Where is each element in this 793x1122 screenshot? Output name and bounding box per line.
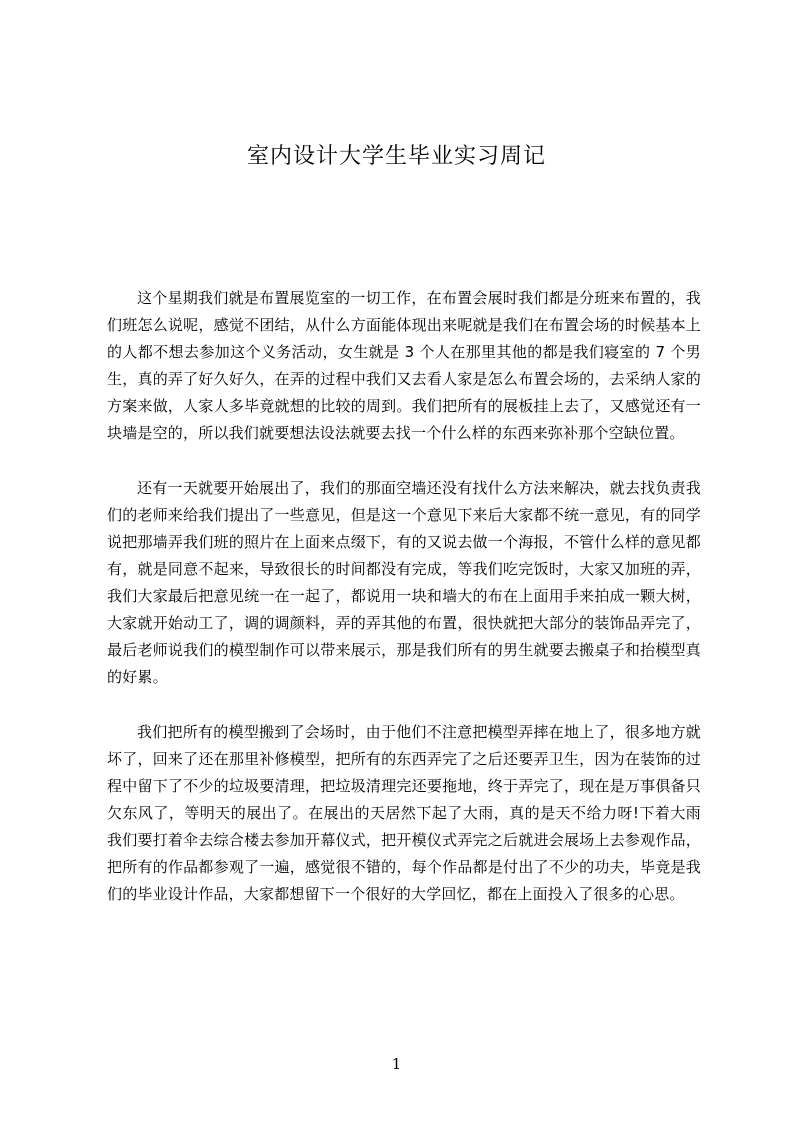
paragraph-1: 这个星期我们就是布置展览室的一切工作，在布置会展时我们都是分班来布置的，我们班怎么说呢，感觉不团结，从什么方面能体现出来呢就是我们在布置会场的时候基本上的人都不想去参加这个义务活动，女生就是 3 个人在那里其他的都是我们寝室的 7 个男生，真的弄了好久好久，在弄的过程中我们又去看人家是怎么布置会场的，去采纳人家的方案来做，人家人多毕竟就想的比较的周到。我们把所有的展板挂上去了，又感觉还有一块墙是空的，所以我们就要想法设法就要去找一个什么样的东西来弥补那个空缺位置。: [107, 289, 701, 442]
page-number: 1: [391, 1055, 402, 1073]
page-title: 室内设计大学生毕业实习周记: [246, 144, 546, 169]
paragraph-3: 我们把所有的模型搬到了会场时，由于他们不注意把模型弄摔在地上了，很多地方就坏了，回来了还在那里补修模型，把所有的东西弄完了之后还要弄卫生，因为在装饰的过程中留下了不少的垃圾要清理，把垃圾清理完还要拖地，终于弄完了，现在是万事俱备只欠东风了，等明天的展出了。在展出的天居然下起了大雨，真的是天不给力呀!下着大雨我们要打着伞去综合楼去参加开幕仪式，把开模仪式弄完之后就进会展场上去参观作品，把所有的作品都参观了一遍，感觉很不错的，每个作品都是付出了不少的功夫，毕竟是我们的毕业设计作品，大家都想留下一个很好的大学回忆，都在上面投入了很多的心思。: [107, 723, 701, 903]
paragraph-2: 还有一天就要开始展出了，我们的那面空墙还没有找什么方法来解决，就去找负责我们的老师来给我们提出了一些意见，但是这一个意见下来后大家都不统一意见，有的同学说把那墙弄我们班的照片在上面来点缀下，有的又说去做一个海报，不管什么样的意见都有，就是同意不起来，导致很长的时间都没有完成，等我们吃完饭时，大家又加班的弄，我们大家最后把意见统一在一起了，都说用一块和墙大的布在上面用手来拍成一颗大树，大家就开始动工了，调的调颜料，弄的弄其他的布置，很快就把大部分的装饰品弄完了，最后老师说我们的模型制作可以带来展示，那是我们所有的男生就要去搬桌子和抬模型真的好累。: [107, 479, 701, 686]
body-text: [107, 285, 701, 936]
